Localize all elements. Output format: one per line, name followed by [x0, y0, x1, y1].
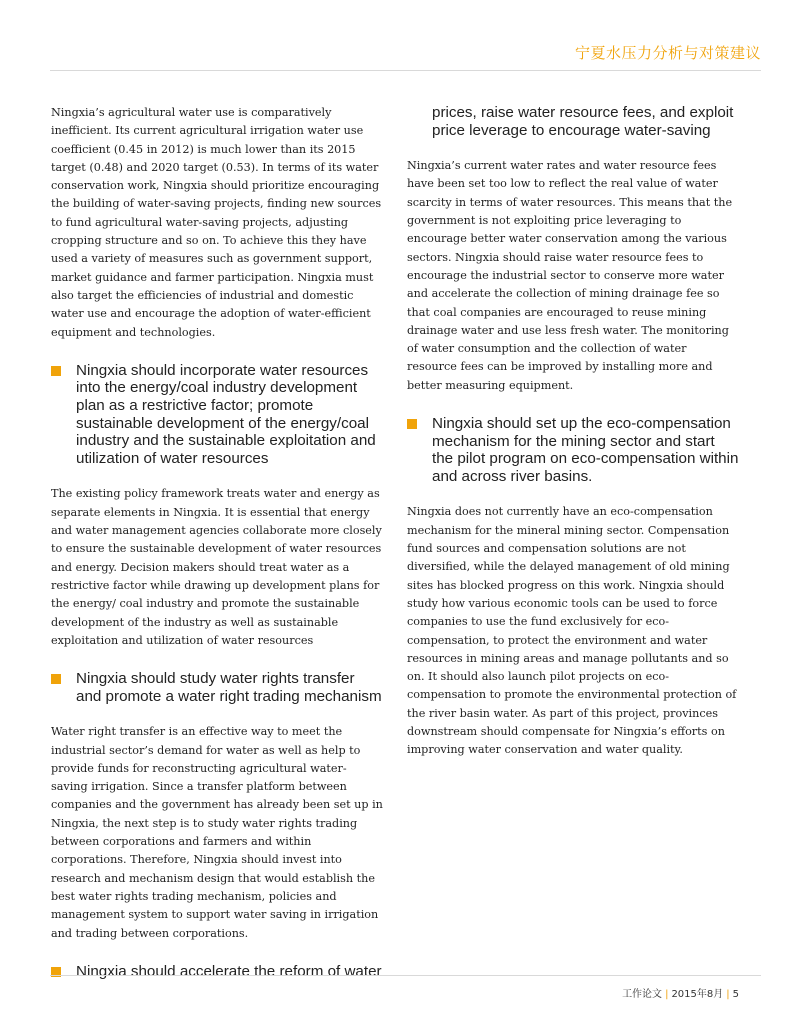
- section-heading-eco-compensation: [407, 415, 739, 485]
- page-footer: [622, 985, 739, 1000]
- footer-rule: [50, 975, 761, 976]
- section-heading-water-price-reform: [51, 963, 383, 981]
- paragraph-eco-compensation: Ningxia does not currently have an eco-compensation mechanism for the mineral mining sector. Compensation fund sources and compensation solutions are not diversified, while the delayed management of old mining sites has blocked progress on this work. Ningxia should study how various economic tools can be used to force companies to use the fund exclusively for eco-compensation, to protect the environment and water resources in mining areas and manage pollutants and so on. It should also launch pilot projects on eco-compensation to promote the environmental protection of the river basin water. As part of this project, provinces downstream should compensate for Ningxia’s efforts on improving water conservation and water quality.: [407, 505, 737, 757]
- section-heading-energy-coal: [51, 362, 383, 468]
- page-number: 5: [732, 989, 739, 1000]
- square-bullet-icon: [51, 366, 61, 376]
- paragraph-water-right-transfer: Water right transfer is an effective way to meet the industrial sector’s demand for water as well as help to provide funds for reconstructing agricultural water-saving irrigation. Since a transfer platform between companies and the government has already been set up in Ningxia, the next step is to study water rights trading between corporations and farmers and within corporations. Therefore, Ningxia should invest into research and mechanism design that would establish the best water rights trading mechanism, policies and management system to support water saving in irrigation and trading between corporations.: [51, 725, 383, 940]
- footer-label: 工作论文: [622, 989, 663, 1000]
- section-heading-continued: prices, raise water resource fees, and exploit price leverage to encourage water-saving: [432, 104, 734, 139]
- footer-date: 2015年8月: [671, 989, 724, 1000]
- right-column: [407, 104, 739, 780]
- heading-text: Ningxia should accelerate the reform of water: [76, 962, 382, 980]
- square-bullet-icon: [51, 674, 61, 684]
- footer-separator: |: [726, 989, 730, 1000]
- footer-separator: |: [665, 989, 669, 1000]
- heading-text: Ningxia should study water rights transfer and promote a water right trading mechanism: [76, 670, 382, 705]
- section-heading-water-rights: [51, 670, 383, 705]
- square-bullet-icon: [407, 419, 417, 429]
- heading-text: Ningxia should incorporate water resources into the energy/coal industry development plan as a restrictive factor; promote sustainable development of the energy/coal industry and the sustainable exploitation and utilization of water resources: [76, 361, 376, 467]
- left-column: [51, 104, 383, 998]
- paragraph-policy-framework: The existing policy framework treats water and energy as separate elements in Ningxia. It is essential that energy and water management agencies collaborate more closely to ensure the sustainable development of water resources and energy. Decision makers should treat water as a restrictive factor while drawing up development plans for the energy/ coal industry and promote the sustainable development of the industry as well as sustainable exploitation and utilization of water resources: [51, 487, 382, 647]
- paragraph-agricultural-water: Ningxia’s agricultural water use is comparatively inefficient. Its current agricultural irrigation water use coefficient (0.45 in 2012) is much lower than its 2015 target (0.48) and 2020 target (0.53). In terms of its water conservation work, Ningxia should prioritize encouraging the building of water-saving projects, finding new sources to fund agricultural water-saving projects, adjusting cropping structure and so on. To achieve this they have used a variety of measures such as government support, market guidance and farmer participation. Ningxia must also target the efficiencies of industrial and domestic water use and encourage the adoption of water-efficient equipment and technologies.: [51, 106, 382, 339]
- heading-text: Ningxia should set up the eco-compensation mechanism for the mining sector and start the pilot program on eco-compensation within and across river basins.: [432, 415, 739, 485]
- header-rule: [50, 70, 761, 71]
- header-title: 宁夏水压力分析与对策建议: [574, 44, 761, 62]
- paragraph-water-rates: Ningxia’s current water rates and water resource fees have been set too low to reflect the real value of water scarcity in terms of water resources. This means that the government is not exploiting price leveraging to encourage better water conservation among the various sectors. Ningxia should raise water resource fees to encourage the industrial sector to conserve more water and accelerate the collection of mining drainage fee so that coal companies are encouraged to reuse mining drainage water and use less fresh water. The monitoring of water consumption and the collection of water resource fees can be improved by installing more and better measuring equipment.: [407, 159, 733, 392]
